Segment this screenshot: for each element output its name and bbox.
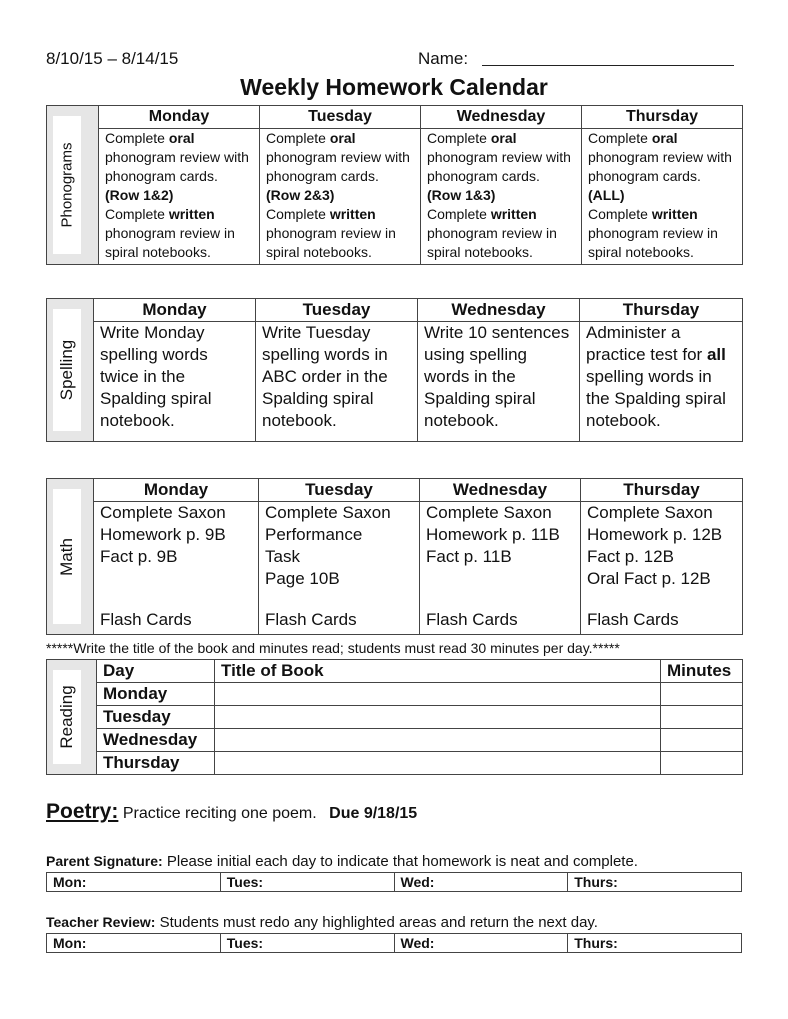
- reading-day-thursday: Thursday: [97, 752, 215, 775]
- math-header-monday: Monday: [94, 479, 259, 502]
- math-thursday-cell: Complete Saxon Homework p. 12B Fact p. 12B Oral Fact p. 12B Flash Cards: [581, 502, 743, 635]
- math-monday-cell: Complete Saxon Homework p. 9B Fact p. 9B Flash Cards: [94, 502, 259, 635]
- reading-title-field-tuesday[interactable]: [215, 706, 661, 729]
- parent-wed-field[interactable]: Wed:: [394, 873, 568, 892]
- teacher-mon-field[interactable]: Mon:: [47, 934, 221, 953]
- spelling-tuesday-cell: Write Tuesday spelling words in ABC order in the Spalding spiral notebook.: [256, 322, 418, 442]
- spelling-table: [46, 298, 743, 442]
- reading-day-tuesday: Tuesday: [97, 706, 215, 729]
- poetry-line: [46, 800, 417, 824]
- spelling-thursday-cell: Administer a practice test for all spelling words in the Spalding spiral notebook.: [580, 322, 743, 442]
- phonograms-header-tuesday: Tuesday: [260, 106, 421, 129]
- spelling-monday-cell: Write Monday spelling words twice in the Spalding spiral notebook.: [94, 322, 256, 442]
- reading-title-field-thursday[interactable]: [215, 752, 661, 775]
- phonograms-header-wednesday: Wednesday: [421, 106, 582, 129]
- spelling-label: Spelling: [57, 339, 76, 401]
- flash-cards-tuesday: Flash Cards: [265, 610, 357, 629]
- reading-table: [46, 659, 743, 775]
- reading-header-minutes: Minutes: [661, 660, 743, 683]
- math-table: [46, 478, 743, 635]
- reading-minutes-field-tuesday[interactable]: [661, 706, 743, 729]
- flash-cards-monday: Flash Cards: [100, 610, 192, 629]
- teacher-wed-field[interactable]: Wed:: [394, 934, 568, 953]
- phonograms-tuesday-cell: Complete oral phonogram review with phonogram cards. (Row 2&3) Complete written phonogram review in spiral notebooks.: [260, 129, 421, 265]
- math-header-thursday: Thursday: [581, 479, 743, 502]
- flash-cards-wednesday: Flash Cards: [426, 610, 518, 629]
- teacher-review-text: Students must redo any highlighted areas and return the next day.: [155, 914, 598, 931]
- teacher-review-boxes: [46, 933, 742, 953]
- poetry-text: Practice reciting one poem.: [122, 805, 317, 822]
- reading-header-day: Day: [97, 660, 215, 683]
- reading-day-wednesday: Wednesday: [97, 729, 215, 752]
- flash-cards-thursday: Flash Cards: [587, 610, 679, 629]
- parent-signature-line: [46, 853, 638, 870]
- name-input-line[interactable]: [482, 65, 734, 66]
- reading-note: *****Write the title of the book and minutes read; students must read 30 minutes per day.*****: [46, 640, 620, 656]
- parent-signature-label: Parent Signature:: [46, 853, 163, 869]
- reading-minutes-field-thursday[interactable]: [661, 752, 743, 775]
- phonograms-side: [47, 106, 99, 265]
- teacher-review-line: [46, 914, 598, 931]
- spelling-header-wednesday: Wednesday: [418, 299, 580, 322]
- phonograms-header-monday: Monday: [99, 106, 260, 129]
- page-title: Weekly Homework Calendar: [240, 74, 548, 100]
- parent-mon-field[interactable]: Mon:: [47, 873, 221, 892]
- phonograms-header-thursday: Thursday: [582, 106, 743, 129]
- parent-tues-field[interactable]: Tues:: [220, 873, 394, 892]
- math-label: Math: [57, 537, 76, 576]
- math-side: [47, 479, 94, 635]
- date-range: 8/10/15 – 8/14/15: [46, 49, 179, 68]
- name-label: Name:: [418, 49, 469, 68]
- parent-signature-text: Please initial each day to indicate that homework is neat and complete.: [162, 853, 638, 870]
- poetry-label: Poetry:: [46, 800, 119, 823]
- poetry-due: Due 9/18/15: [329, 805, 418, 822]
- spelling-wednesday-cell: Write 10 sentences using spelling words in the Spalding spiral notebook.: [418, 322, 580, 442]
- reading-minutes-field-wednesday[interactable]: [661, 729, 743, 752]
- reading-day-monday: Monday: [97, 683, 215, 706]
- parent-signature-boxes: [46, 872, 742, 892]
- teacher-review-label: Teacher Review:: [46, 914, 156, 930]
- teacher-thurs-field[interactable]: Thurs:: [568, 934, 742, 953]
- reading-side: [47, 660, 97, 775]
- spelling-header-tuesday: Tuesday: [256, 299, 418, 322]
- phonograms-thursday-cell: Complete oral phonogram review with phonogram cards. (ALL) Complete written phonogram review in spiral notebooks.: [582, 129, 743, 265]
- phonograms-wednesday-cell: Complete oral phonogram review with phonogram cards. (Row 1&3) Complete written phonogram review in spiral notebooks.: [421, 129, 582, 265]
- math-tuesday-cell: Complete Saxon Performance Task Page 10B Flash Cards: [259, 502, 420, 635]
- reading-title-field-monday[interactable]: [215, 683, 661, 706]
- reading-minutes-field-monday[interactable]: [661, 683, 743, 706]
- reading-title-field-wednesday[interactable]: [215, 729, 661, 752]
- phonograms-label: Phonograms: [58, 142, 76, 228]
- phonograms-monday-cell: Complete oral phonogram review with phonogram cards. (Row 1&2) Complete written phonogram review in spiral notebooks.: [99, 129, 260, 265]
- teacher-tues-field[interactable]: Tues:: [220, 934, 394, 953]
- spelling-header-monday: Monday: [94, 299, 256, 322]
- math-wednesday-cell: Complete Saxon Homework p. 11B Fact p. 11B Flash Cards: [420, 502, 581, 635]
- reading-label: Reading: [57, 685, 76, 749]
- parent-thurs-field[interactable]: Thurs:: [568, 873, 742, 892]
- phonograms-table: [46, 105, 743, 265]
- math-header-tuesday: Tuesday: [259, 479, 420, 502]
- spelling-header-thursday: Thursday: [580, 299, 743, 322]
- math-header-wednesday: Wednesday: [420, 479, 581, 502]
- reading-header-title: Title of Book: [215, 660, 661, 683]
- spelling-side: [47, 299, 94, 442]
